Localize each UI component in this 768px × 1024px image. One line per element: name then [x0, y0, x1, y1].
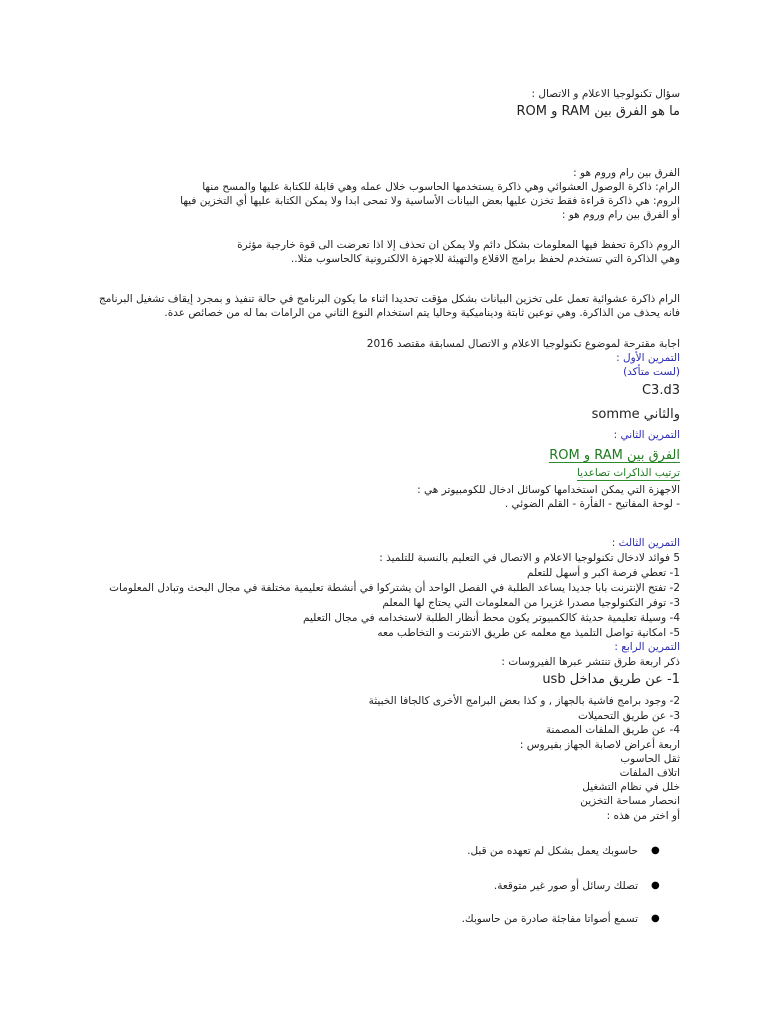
virus-way-4: 4- عن طريق الملفات المصمنة [545, 724, 680, 736]
input-devices-list: - لوحة المفاتيح - الفأرة - القلم الضوئي . [504, 498, 680, 510]
benefit-2: 2- تفتح الإنترنت بابا جديدا يساعد الطلبة في الفصل الواحد أن يشتركوا في أنشطة تعليمية مختلفة في مجال البحث وتبادل المعلومات [109, 582, 680, 594]
virus-way-1: 1- عن طريق مداخل usb [542, 672, 680, 687]
answer-line-6: وهي الذاكرة التي تستخدم لحفظ برامج الاقلاع والتهيئة للاجهزة الالكترونية كالحاسوب مثلا.. [290, 253, 680, 265]
suggested-answer-title: اجابة مقترحة لموضوع تكنولوجيا الاعلام و الاتصال لمسابقة مقتصد 2016 [366, 338, 680, 350]
ram-rom-diff-text: الفرق بين RAM و ROM [549, 448, 680, 463]
bullet-icon: ● [651, 913, 660, 924]
question-heading: سؤال تكنولوجيا الاعلام و الاتصال : [531, 88, 680, 100]
bullet-icon: ● [651, 880, 660, 891]
answer-line-3: الروم: هي ذاكرة قراءة فقط تخزن عليها بعض البيانات الأساسية ولا تمحى ابدا ولا يمكن الكتابة عليها أي التخزين فيها [180, 195, 680, 207]
exercise-1-heading: التمرين الأول : [616, 352, 680, 364]
answer-line-1: الفرق بين رام وروم هو : [573, 167, 680, 179]
answer-line-2: الرام: ذاكرة الوصول العشوائي وهي ذاكرة يستخدمها الحاسوب خلال عمله وهي قابلة للكتابة عليها والمسح منها [202, 181, 680, 193]
unsure-note: (لست متأكد) [623, 366, 680, 378]
question-text: ما هو الفرق بين RAM و ROM [516, 104, 680, 119]
exercise-2-heading: التمرين الثاني : [613, 429, 680, 441]
symptom-alt-heading: أو اختر من هذه : [606, 810, 680, 822]
symptom-bullet-1: حاسوبك يعمل بشكل لم تعهده من قبل. [467, 845, 638, 857]
answer-line-4: أو الفرق بين رام وروم هو : [561, 209, 680, 221]
exercise-3-heading: التمرين الثالث : [611, 537, 680, 549]
virus-ways-heading: ذكر اربعة طرق تنتشر عبرها الفيروسات : [501, 656, 680, 668]
ram-rom-diff [80, 449, 680, 463]
input-devices-question: الاجهزة التي يمكن استخدامها كوسائل ادخال للكومبيوتر هي : [417, 484, 680, 496]
answer-c3d3: C3.d3 [641, 383, 680, 398]
memory-order [80, 467, 680, 481]
symptom-bullet-3: تسمع أصواتا مفاجئة صادرة من حاسوبك. [461, 913, 638, 925]
virus-way-3: 3- عن طريق التحميلات [577, 710, 680, 722]
benefits-heading: 5 فوائد لادخال تكنولوجيا الاعلام و الاتصال في التعليم بالنسبة للتلميذ : [379, 552, 680, 564]
symptom-1: ثقل الحاسوب [620, 753, 680, 765]
benefit-4: 4- وسيلة تعليمية حديثة كالكمبيوتر يكون محط أنظار الطلبة لاستخدامه في مجال التعليم [303, 612, 680, 624]
answer-somme: والثاني somme [591, 407, 680, 422]
bullet-icon: ● [651, 845, 660, 856]
benefit-5: 5- امكانية تواصل التلميذ مع معلمه عن طريق الانترنت و التخاطب معه [377, 627, 680, 639]
answer-line-7: الرام ذاكرة عشوائية تعمل على تخزين البيانات بشكل مؤقت تحديدا اثناء ما يكون البرنامج في حالة تنفيذ و بمجرد إيقاف تشغيل البرنامج [99, 293, 680, 305]
answer-line-8: فانه يحذف من الذاكرة. وهي نوعين ثابتة وديناميكية وحاليا يتم استخدام النوع الثاني من الرامات بما له من خصائص عدة. [164, 307, 680, 319]
virus-way-2: 2- وجود برامج فاشية بالجهاز , و كذا بعض البرامج الأخرى كالجافا الخبيثة [368, 695, 680, 707]
symptoms-heading: اربعة أعراض لاصابة الجهاز بفيروس : [519, 739, 680, 751]
exercise-4-heading: التمرين الرابع : [614, 641, 680, 653]
benefit-3: 3- توفر التكنولوجيا مصدرا غزيرا من المعلومات التي يحتاج لها المعلم [382, 597, 680, 609]
memory-order-text: ترتيب الذاكرات تصاعديا [576, 467, 680, 479]
symptom-bullet-2: تصلك رسائل أو صور غير متوقعة. [493, 880, 638, 892]
benefit-1: 1- تعطي فرصة اكبر و أسهل للتعلم [526, 567, 680, 579]
answer-line-5: الروم ذاكرة تحفظ فيها المعلومات بشكل دائم ولا يمكن ان تحذف إلا اذا تعرضت الى قوة خارجية مؤثرة [237, 239, 680, 251]
symptom-3: خلل في نظام التشغيل [582, 781, 680, 793]
symptom-4: انحصار مساحة التخزين [580, 795, 680, 807]
symptom-2: اتلاف الملفات [619, 767, 680, 779]
